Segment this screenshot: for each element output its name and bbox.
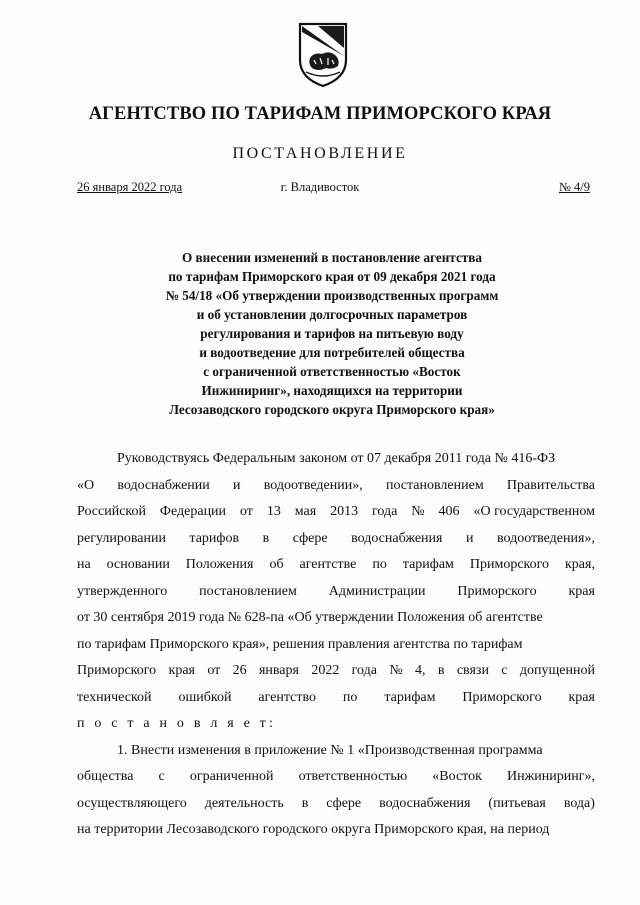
body-line [77, 738, 595, 765]
body-word: от [239, 504, 253, 519]
body-word: основании [106, 557, 170, 572]
body-word: Приморского [469, 557, 550, 572]
body-word: тарифов [189, 530, 240, 546]
body-word: края [568, 689, 595, 705]
document-type: ПОСТАНОВЛЕНИЕ [232, 145, 408, 162]
body-word: водоотведении», [263, 477, 363, 493]
body-word: «Восток [432, 769, 482, 784]
body-word: допущенной [519, 663, 595, 678]
body-word: постановлением [199, 583, 297, 599]
body-word: ответственностью [298, 769, 408, 784]
body-line [77, 632, 595, 659]
body-word: агентстве [299, 557, 357, 572]
body-word: агентство [258, 689, 316, 705]
body-word: Администрации [328, 583, 426, 599]
body-word: мая [294, 504, 317, 519]
body-word: года [372, 504, 398, 519]
body-word: (питьевая [488, 795, 546, 811]
body-word: осуществляющего [77, 795, 187, 811]
body-word: от 30 сентября 2019 года № 628-па «Об утверждении Положения об агентстве [77, 610, 543, 625]
title-line: регулирования и тарифов на питьевую воду [200, 326, 464, 341]
body-word: постановлением [385, 477, 484, 493]
body-word: от [207, 663, 221, 678]
body-word: № [411, 504, 425, 519]
body-word: в [262, 530, 270, 546]
body-word: с [501, 663, 508, 678]
body-word: в [437, 663, 445, 678]
body-word: с [158, 769, 165, 784]
body-line [77, 605, 595, 632]
title-line: и водоотведение для потребителей общества [199, 345, 465, 360]
document-number: № 4/9 [558, 180, 590, 194]
body-line [77, 817, 595, 844]
document-date: 26 января 2022 года [77, 180, 183, 194]
body-line [77, 499, 595, 526]
body-word: тарифам [384, 689, 436, 705]
body-word: п о с т а н о в л я е т: [77, 716, 277, 731]
title-line: Лесозаводского городского округа Приморского края» [169, 402, 495, 417]
body-word: Федерации [159, 504, 227, 519]
body-line [77, 579, 595, 606]
body-line [77, 685, 595, 712]
title-line: № 54/18 «Об утверждении производственных программ [165, 288, 499, 303]
body-word: Правительства [506, 477, 595, 493]
body-word: Положения [185, 557, 254, 572]
body-word: технической [77, 689, 152, 705]
agency-name: АГЕНТСТВО ПО ТАРИФАМ ПРИМОРСКОГО КРАЯ [88, 104, 552, 124]
document-title [120, 248, 544, 419]
title-line: О внесении изменений в постановление агентства [182, 250, 482, 265]
body-word: ошибкой [178, 689, 232, 705]
body-word: Приморского [77, 663, 157, 678]
body-line [77, 711, 595, 738]
body-word: № [389, 663, 403, 678]
body-word: утвержденного [77, 583, 168, 599]
body-word: января [258, 663, 299, 678]
title-line: с ограниченной ответственностью «Восток [203, 364, 461, 379]
body-word: года [351, 663, 377, 678]
body-word: 406 [438, 504, 460, 519]
body-word: водоотведения», [496, 530, 595, 546]
body-word: края [568, 583, 595, 599]
body-word: водоснабжения [351, 530, 443, 546]
coat-of-arms-icon [296, 20, 350, 88]
body-word: вода) [563, 795, 595, 811]
body-word: сфере [292, 530, 328, 546]
body-word: Руководствуясь Федеральным законом от 07 декабря 2011 года № 416-ФЗ [117, 451, 556, 466]
body-word: Российской [77, 504, 146, 519]
body-line [77, 658, 595, 685]
title-line: по тарифам Приморского края от 09 декабря 2021 года [168, 269, 496, 284]
body-word: по тарифам Приморского края», решения правления агентства по тарифам [77, 636, 523, 652]
body-word: тарифам [402, 557, 454, 572]
body-word: 2022 [311, 663, 340, 678]
body-line [77, 764, 595, 791]
body-word: по [342, 689, 358, 705]
body-word: «О государственном [473, 504, 595, 519]
body-line [77, 791, 595, 818]
document-city: г. Владивосток [280, 180, 360, 194]
title-line: и об установлении долгосрочных параметров [196, 307, 468, 322]
body-word: водоснабжении [117, 477, 210, 493]
body-word: ограниченной [189, 769, 274, 784]
title-line: Инжиниринг», находящихся на территории [201, 383, 463, 398]
body-word: «О [77, 477, 95, 493]
body-line [77, 446, 595, 473]
body-word: деятельность [204, 795, 284, 811]
body-word: на территории Лесозаводского городского округа Приморского края, на период [77, 822, 550, 837]
body-word: 4, [415, 663, 426, 678]
body-word: водоснабжения [379, 795, 471, 811]
body-word: 13 [266, 504, 281, 519]
document-body [77, 446, 595, 844]
body-word: регулировании [77, 530, 166, 546]
body-word: Приморского [457, 583, 537, 599]
body-word: Приморского [462, 689, 542, 705]
body-word: сфере [326, 795, 362, 811]
body-word: 2013 [330, 504, 359, 519]
body-line [77, 526, 595, 553]
body-line [77, 473, 595, 500]
body-word: по [372, 557, 387, 572]
body-word: связи [456, 663, 489, 678]
body-line [77, 552, 595, 579]
body-word: 26 [232, 663, 247, 678]
body-word: в [301, 795, 309, 811]
body-word: 1. Внести изменения в приложение № 1 «Производственная программа [117, 742, 543, 758]
body-word: общества [77, 769, 134, 784]
body-word: края [168, 663, 195, 678]
body-word: Инжиниринг», [507, 769, 595, 784]
body-word: края, [565, 557, 595, 572]
body-word: и [465, 530, 474, 546]
body-word: об [269, 557, 284, 572]
body-word: и [233, 477, 241, 493]
body-word: на [77, 557, 91, 572]
